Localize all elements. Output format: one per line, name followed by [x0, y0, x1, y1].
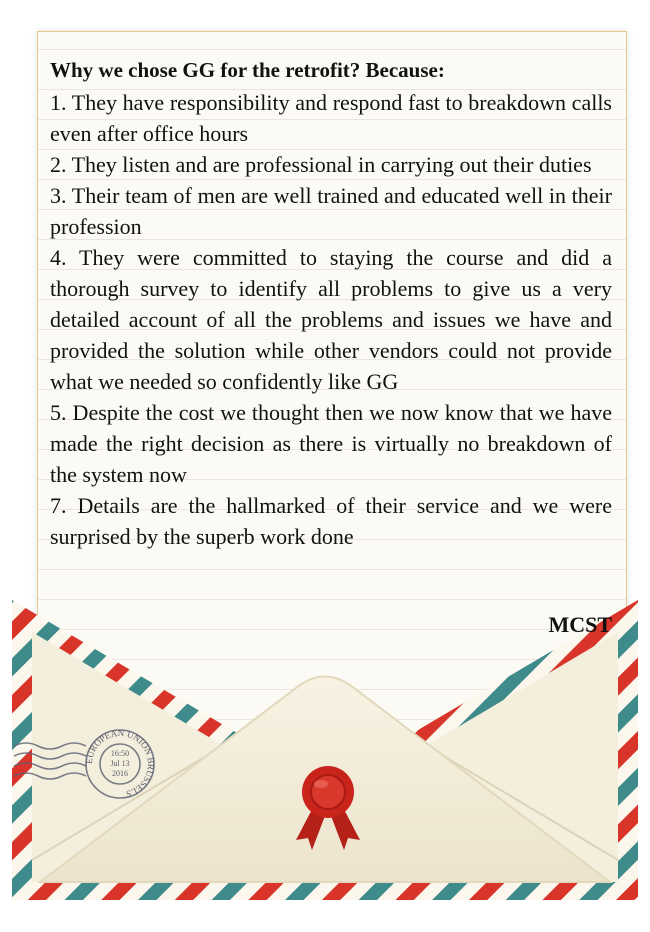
postmark-date: Jul 13 — [110, 759, 130, 768]
reason-item-5: 5. Despite the cost we thought then we now know that we have made the right decision as there is virtually no breakdown of the system now — [50, 400, 612, 487]
reason-item-3: 3. Their team of men are well trained and educated well in their profession — [50, 183, 612, 239]
reason-item-4: 4. They were committed to staying the course and did a thorough survey to identify all problems to give us a very detailed account of all the problems and issues we have and provided the solution while other vendors could not provide what we needed so confidently like GG — [50, 245, 612, 394]
reason-item-1: 1. They have responsibility and respond fast to breakdown calls even after office hours — [50, 90, 612, 146]
postmark-year: 2016 — [112, 769, 128, 778]
postmark-stamp-icon — [12, 724, 162, 804]
reason-item-7: 7. Details are the hallmarked of their service and we were surprised by the superb work done — [50, 493, 612, 549]
letter-body — [50, 55, 612, 552]
wax-seal-icon — [288, 760, 368, 860]
letter-heading: Why we chose GG for the retrofit? Because: — [50, 58, 445, 82]
signature: MCST — [548, 612, 612, 637]
postmark-ring-text: EUROPEAN UNION BRUSSELS — [83, 727, 157, 800]
postmark-time: 16:50 — [110, 749, 130, 758]
reason-item-2: 2. They listen and are professional in carrying out their duties — [50, 152, 592, 177]
